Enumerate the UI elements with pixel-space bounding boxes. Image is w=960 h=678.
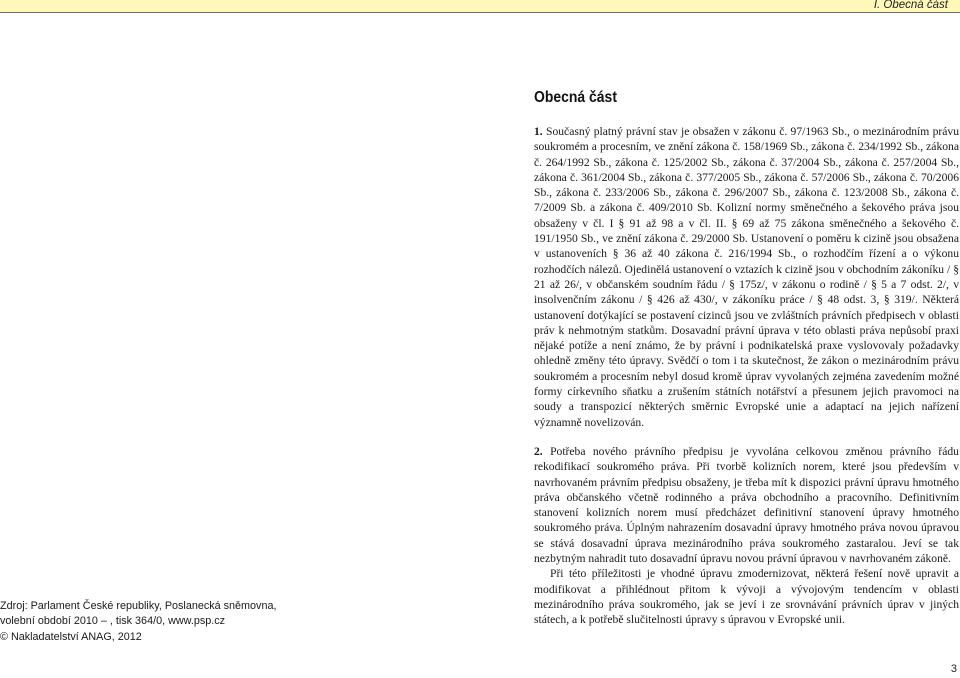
running-title: I. Obecná část — [873, 0, 948, 11]
section-heading: Obecná část — [534, 89, 617, 106]
page-number: 3 — [950, 663, 957, 675]
copyright-line: © Nakladatelství ANAG, 2012 — [0, 630, 142, 643]
header-band — [0, 0, 960, 12]
paragraph-item-2-continuation: Při této příležitosti je vhodné úpravu zmodernizovat, některá řešení nově upravit a modifikovat a přihlédnout přitom k vývoji a vývojovým tendencím v oblasti mezinárodního práva soukromého, jak se jeví i ze srovnávání právních úprav v jiných státech, a k potřebě slučitelnosti úpravy s úpravou v Evropské unii. — [534, 567, 959, 627]
source-line-2: volební období 2010 – , tisk 364/0, www.psp.cz — [0, 615, 226, 628]
paragraph-item-1 — [534, 124, 959, 430]
header-rule — [0, 12, 960, 13]
item-1-text: Současný platný právní stav je obsažen v zákonu č. 97/1963 Sb., o mezinárodním právu soukromém a procesním, ve znění zákona č. 158/1969 Sb., zákona č. 234/1992 Sb., zákona č. 264/1992 Sb., zákona č. 125/2002 Sb., zákona č. 37/2004 Sb., zákona č. 257/2004 Sb., zákona č. 361/2004 Sb., zákona č. 377/2005 Sb., zákona č. 57/2006 Sb., zákona č. 70/2006 Sb., zákona č. 233/2006 Sb., zákona č. 296/2007 Sb., zákona č. 123/2008 Sb., zákona č. 7/2009 Sb. a zákona č. 409/2010 Sb. Kolizní normy směnečného a šekového práva jsou obsaženy v čl. I § 91 až 98 a v čl. II. § 69 až 75 zákona směnečného a šekového č. 191/1950 Sb., ve znění zákona č. 29/2000 Sb. Ustanovení o poměru k cizině jsou obsažena v ustanoveních § 36 až 40 zákona č. 216/1994 Sb., o rozhodčím řízení a o výkonu rozhodčích nálezů. Ojedinělá ustanovení o vztazích k cizině jsou v obchodním zákoníku / § 21 až 26/, v občanském soudním řádu / § 175z/, v zákonu o rodině / § 5 a 7 odst. 2/, v insolvenčním zákonu / § 426 až 430/, v zákoníku práce / § 48 odst. 3, § 319/. Některá ustanovení dotýkající se postavení cizinců jsou ve zvláštních právních předpisech v oblasti práv k nehmotným statkům. Dosavadní právní úprava v této oblasti práva nepůsobí praxi nějaké potíže a není známo, že by právní i podnikatelská praxe vyslovovaly požadavky ohledně změny této úpravy. Svědčí o tom i ta skutečnost, že zákon o mezinárodním právu soukromém a procesním nebyl dosud kromě úprav vyvolaných zejména zavedením možné formy církevního sňatku a zrušením státních notářství a přesunem jejich pravomoci na soudy a transpozicí některých směrnic Evropské unie a adaptací na jejich nařízení významně novelizován. — [534, 125, 959, 429]
item-1-number: 1. — [534, 125, 543, 138]
paragraph-item-2 — [534, 444, 959, 566]
item-2-number: 2. — [534, 444, 543, 458]
source-line-1: Zdroj: Parlament České republiky, Poslanecká sněmovna, — [0, 600, 277, 612]
source-note — [0, 599, 277, 645]
body-text — [534, 124, 959, 628]
item-2-text: Potřeba nového právního předpisu je vyvolána celkovou změnou právního řádu rekodifikací soukromého práva. Při tvorbě kolizních norem, které jsou především v navrhovaném právním předpisu obsaženy, je třeba mít k dispozici právní úpravu hmotného práva občanského včetně rodinného a práva obchodního a pracovního. Definitivním stanovení kolizních norem musí předcházet definitivní stanovení úpravy hmotného soukromého práva. Úplným nahrazením dosavadní úpravy hmotného práva novou úpravou se stává dosavadní úprava mezinárodního práva soukromého zastaralou. Jeví se tak nezbytným nahradit tuto dosavadní úpravu novou právní úpravou v navrhovaném zákoně. — [534, 444, 959, 566]
